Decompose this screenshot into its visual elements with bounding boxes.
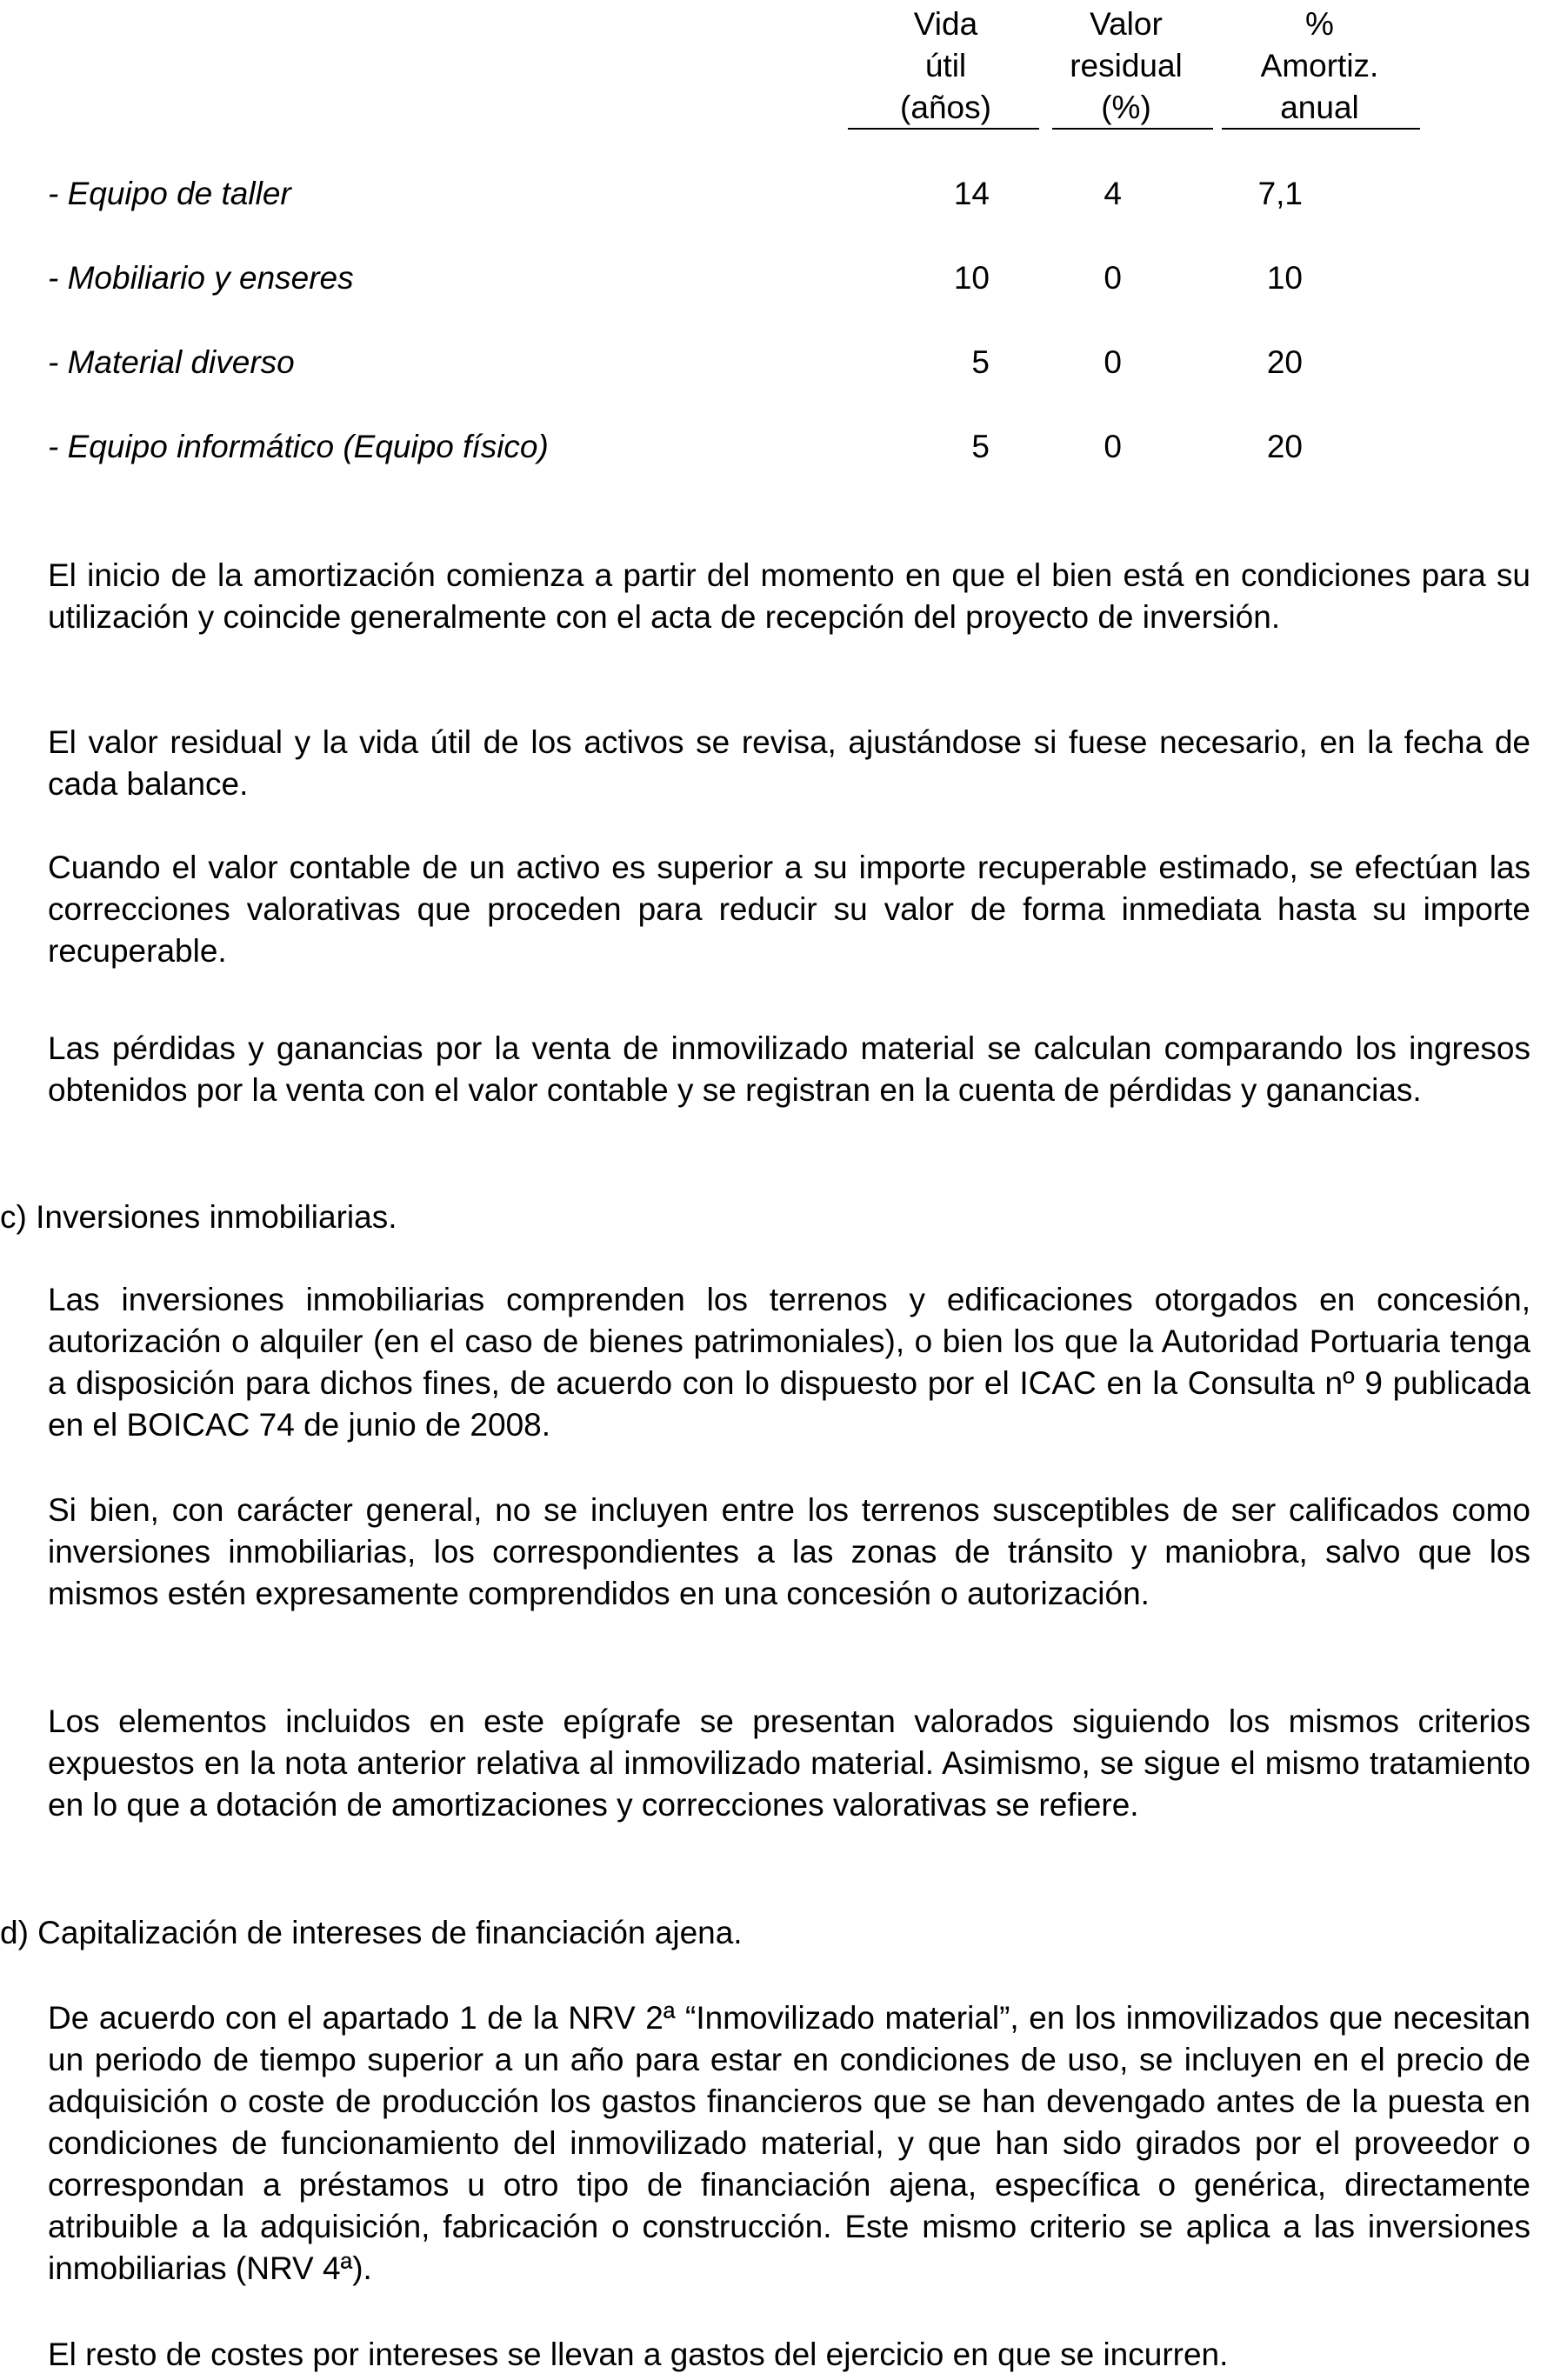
header-valor-line-2: residual	[1070, 48, 1183, 83]
row-amortizacion: 20	[1266, 429, 1303, 464]
header-underline	[1222, 128, 1420, 130]
header-vida-util	[848, 3, 1044, 129]
header-underline	[1052, 128, 1213, 130]
header-underline	[848, 128, 1039, 130]
row-valor-residual: 0	[1104, 260, 1122, 296]
section-heading-capitalizacion-intereses: d) Capitalización de intereses de financiación ajena.	[0, 1915, 743, 1950]
row-amortizacion: 7,1	[1257, 176, 1303, 211]
header-amortizacion-anual	[1217, 3, 1422, 129]
row-label: - Equipo de taller	[48, 176, 291, 211]
row-label: - Material diverso	[48, 344, 295, 380]
paragraph-nrv-inmovilizado: De acuerdo con el apartado 1 de la NRV 2ª “Inmovilizado material”, en los inmovilizados que necesitan un periodo de tiempo superior a un año para estar en condiciones de uso, se incluyen en el precio de adquisición o coste de producción los gastos financieros que se han devengado antes de la puesta en condiciones de funcionamiento del inmovilizado material, y que han sido girados por el proveedor o correspondan a préstamos u otro tipo de financiación ajena, específica o genérica, directamente atribuible a la adquisición, fabricación o construcción. Este mismo criterio se aplica a las inversiones inmobiliarias (NRV 4ª).	[48, 2000, 1530, 2286]
header-vida-line-3: (años)	[900, 90, 991, 125]
header-amort-line-1: %	[1305, 6, 1334, 42]
header-amort-line-2: Amortiz.	[1260, 48, 1379, 83]
row-label: - Mobiliario y enseres	[48, 260, 354, 296]
row-valor-residual: 4	[1104, 176, 1122, 211]
row-vida-util: 5	[971, 429, 990, 464]
header-amort-line-3: anual	[1280, 90, 1359, 125]
paragraph-elementos-epigrafe: Los elementos incluidos en este epígrafe se presentan valorados siguiendo los mismos criterios expuestos en la nota anterior relativa al inmovilizado material. Asimismo, se sigue el mismo tratamiento en lo que a dotación de amortizaciones y correcciones valorativas se refiere.	[48, 1703, 1530, 1823]
table-row	[0, 342, 1547, 383]
table-row	[0, 426, 1547, 468]
row-amortizacion: 20	[1266, 344, 1303, 380]
header-valor-line-1: Valor	[1090, 6, 1163, 42]
table-row	[0, 173, 1547, 215]
paragraph-inversiones-inmobiliarias: Las inversiones inmobiliarias comprenden los terrenos y edificaciones otorgados en concesión, autorización o alquiler (en el caso de bienes patrimoniales), o bien los que la Autoridad Portuaria tenga a disposición para dichos fines, de acuerdo con lo dispuesto por el ICAC en la Consulta nº 9 publicada en el BOICAC 74 de junio de 2008.	[48, 1282, 1530, 1443]
row-amortizacion: 10	[1266, 260, 1303, 296]
paragraph-correcciones-valorativas: Cuando el valor contable de un activo es superior a su importe recuperable estimado, se efectúan las correcciones valorativas que proceden para reducir su valor de forma inmediata hasta su importe recuperable.	[48, 850, 1530, 969]
paragraph-inicio-amortizacion: El inicio de la amortización comienza a partir del momento en que el bien está en condiciones para su utilización y coincide generalmente con el acta de recepción del proyecto de inversión.	[48, 557, 1530, 635]
paragraph-terrenos: Si bien, con carácter general, no se incluyen entre los terrenos susceptibles de ser calificados como inversiones inmobiliarias, los correspondientes a las zonas de tránsito y maniobra, salvo que los mismos estén expresamente comprendidos en una concesión o autorización.	[48, 1492, 1530, 1611]
row-label: - Equipo informático (Equipo físico)	[48, 429, 549, 464]
header-valor-line-3: (%)	[1101, 90, 1151, 125]
table-row	[0, 257, 1547, 299]
row-valor-residual: 0	[1104, 344, 1122, 380]
header-valor-residual	[1035, 3, 1217, 129]
row-vida-util: 5	[971, 344, 990, 380]
paragraph-resto-costes: El resto de costes por intereses se llevan a gastos del ejercicio en que se incurren.	[48, 2337, 1229, 2372]
header-vida-line-2: útil	[924, 48, 967, 83]
paragraph-valor-residual: El valor residual y la vida útil de los activos se revisa, ajustándose si fuese necesario, en la fecha de cada balance.	[48, 724, 1530, 802]
section-heading-inversiones-inmobiliarias: c) Inversiones inmobiliarias.	[0, 1199, 397, 1235]
row-valor-residual: 0	[1104, 429, 1122, 464]
row-vida-util: 10	[953, 260, 990, 296]
row-vida-util: 14	[953, 176, 990, 211]
header-vida-line-1: Vida	[913, 6, 978, 42]
paragraph-perdidas-ganancias: Las pérdidas y ganancias por la venta de inmovilizado material se calculan comparando los ingresos obtenidos por la venta con el valor contable y se registran en la cuenta de pérdidas y ganancias.	[48, 1030, 1530, 1108]
